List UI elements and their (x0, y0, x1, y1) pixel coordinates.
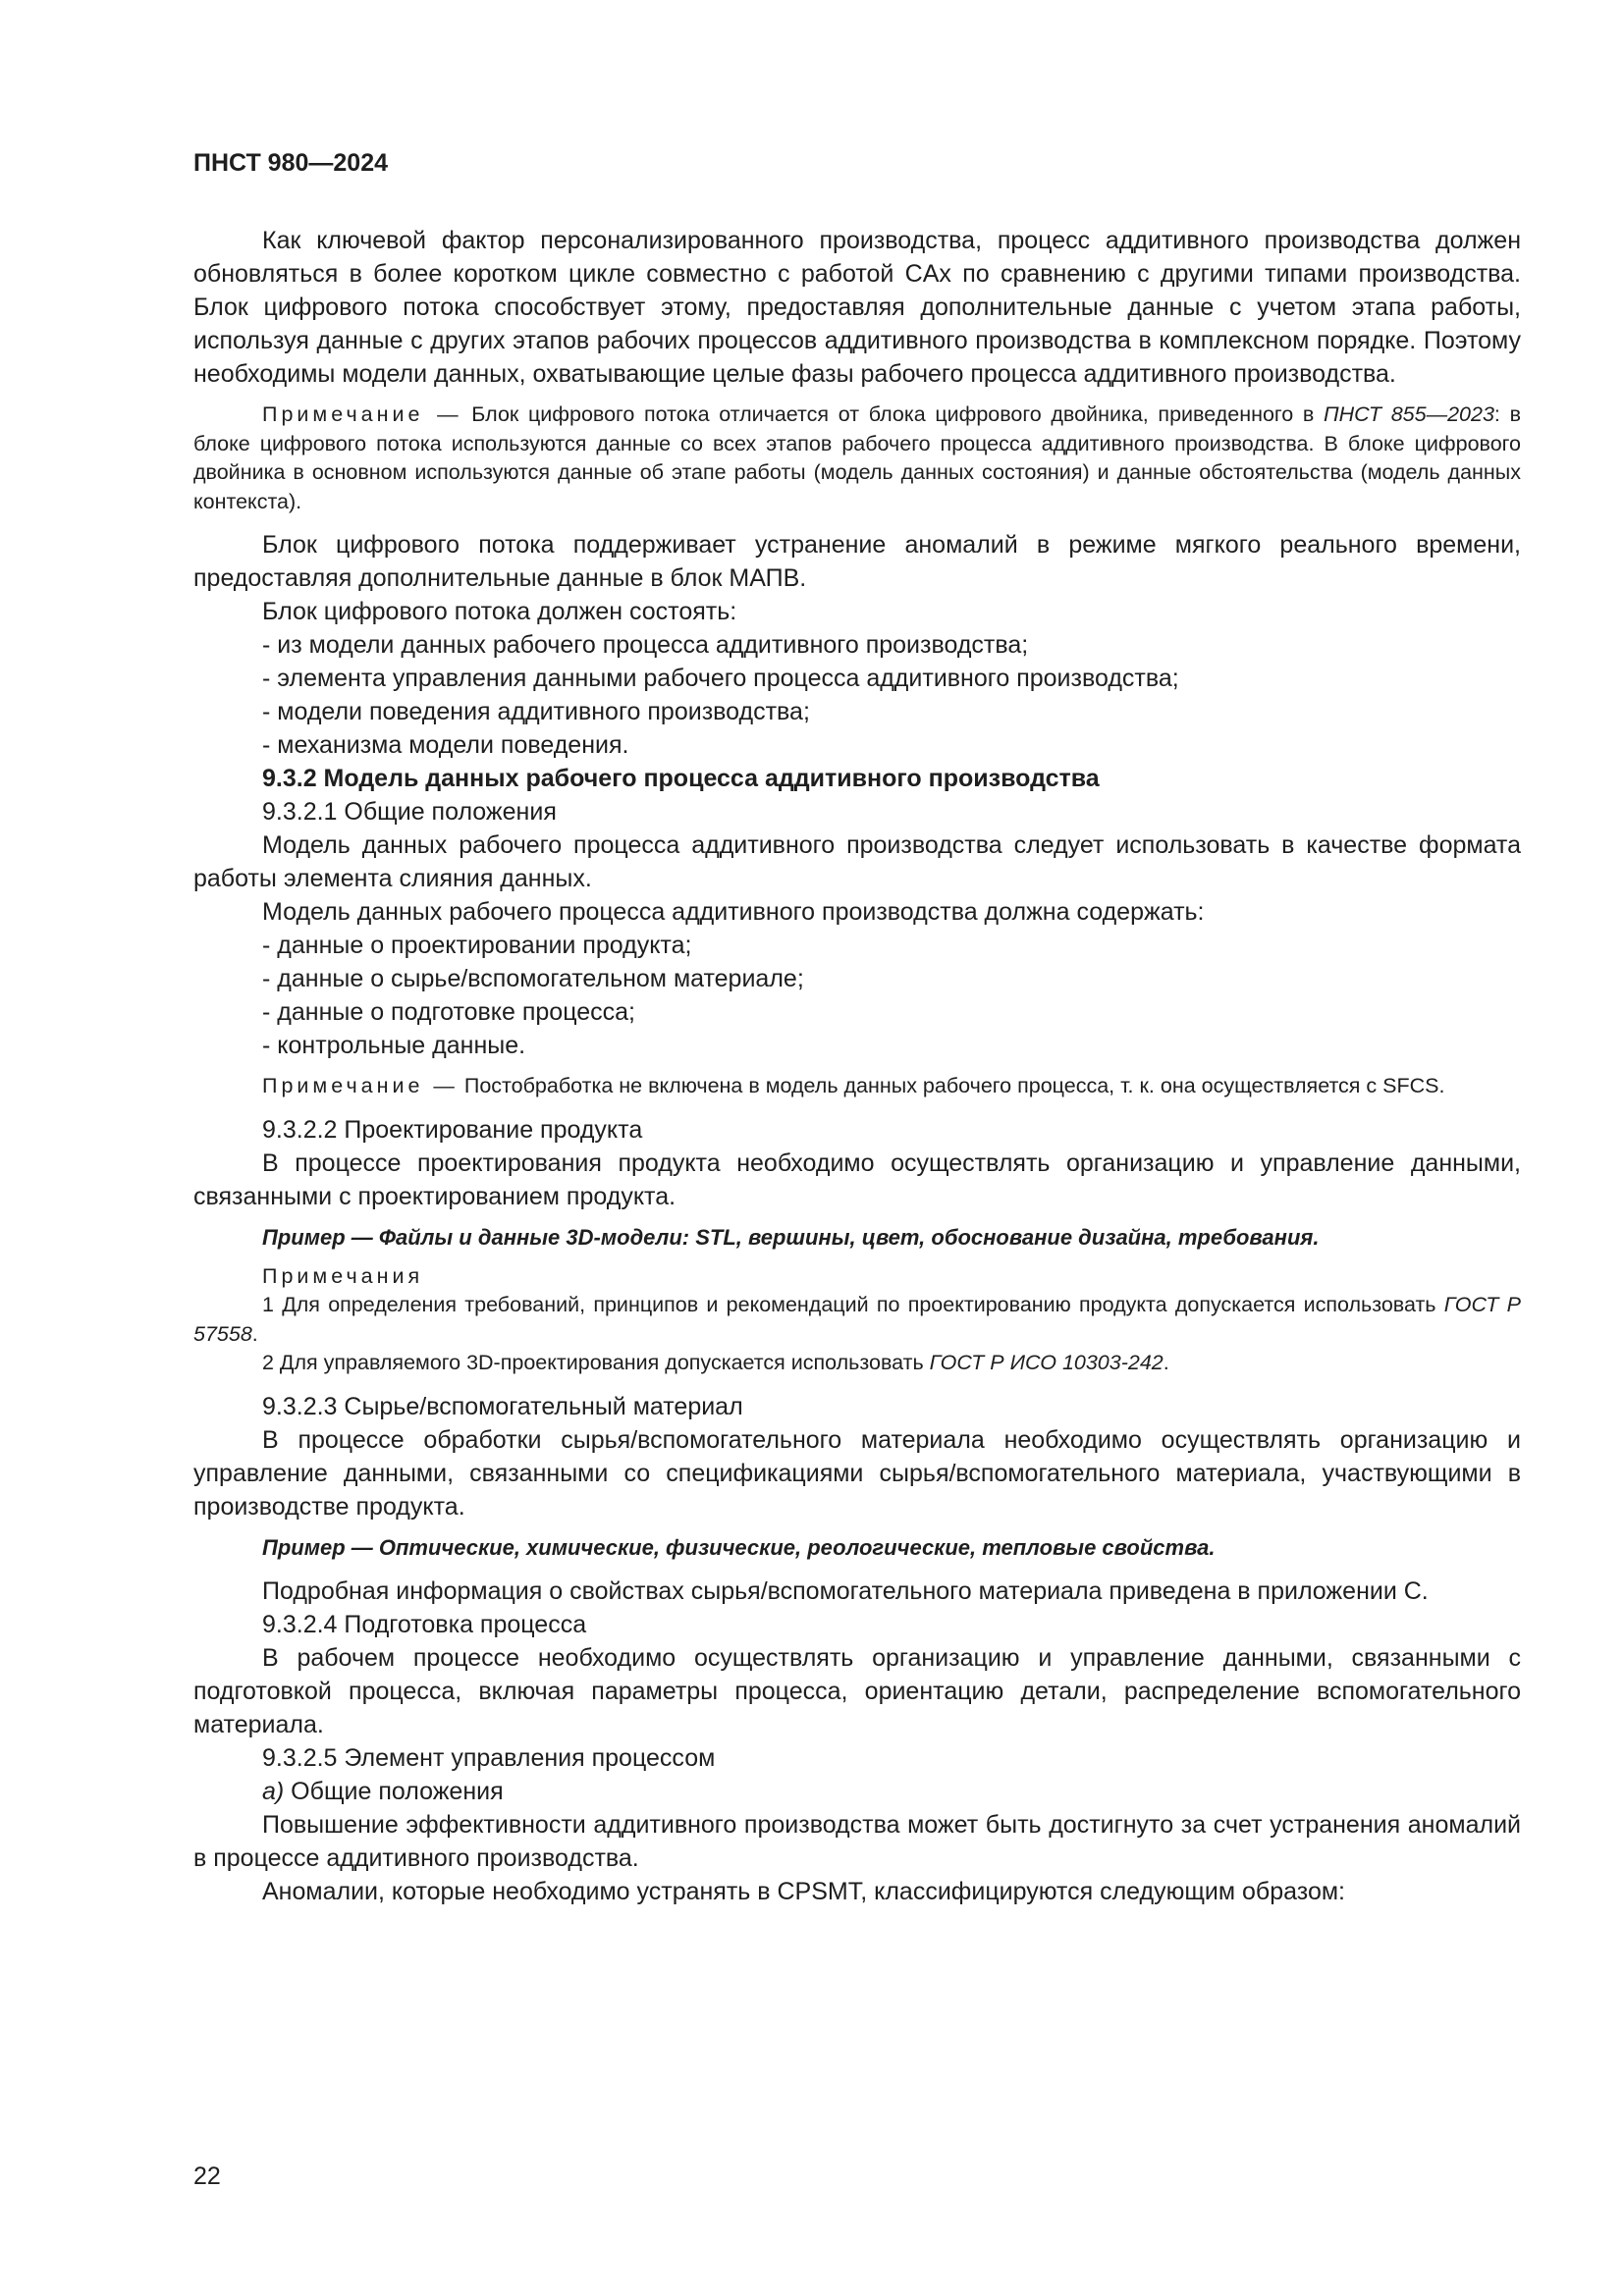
notes-label: Примечания (262, 1263, 424, 1288)
subsection-heading: 9.3.2.1 Общие положения (262, 798, 557, 826)
document-header: ПНСТ 980—2024 (193, 149, 388, 177)
list-item: - из модели данных рабочего процесса аддитивного производства; (262, 631, 1029, 659)
list-item: - элемента управления данными рабочего процесса аддитивного производства; (262, 665, 1179, 692)
standard-reference: ГОСТ Р 57558 (193, 1293, 1521, 1346)
note-text: 2 Для управляемого 3D-проектирования допускается использовать (262, 1351, 930, 1374)
example: Пример — Оптические, химические, физические, реологические, тепловые свойства. (262, 1534, 1216, 1560)
note-text: : в блоке цифрового потока используются данные со всех этапов рабочего процесса аддитивного производства. В блоке цифрового двойника в основном используются данные об этапе работы (модель данных состояния) и данные обстоятельства (модель данных контекста). (193, 402, 1521, 513)
list-item: - данные о проектировании продукта; (262, 932, 692, 959)
list-item-a (193, 1775, 1521, 1808)
note-text: Блок цифрового потока отличается от блока цифрового двойника, приведенного в (461, 402, 1324, 426)
subsection-heading: 9.3.2.4 Подготовка процесса (262, 1610, 587, 1638)
item-letter: а) (262, 1777, 285, 1805)
document-body (193, 224, 1521, 1908)
note-label: Примечание — (262, 1074, 459, 1097)
paragraph: В рабочем процессе необходимо осуществлять организацию и управление данными, связанными с подготовкой процесса, включая параметры процесса, ориентацию детали, распределение вспомогательного материала. (193, 1643, 1521, 1738)
list-item: - модели поведения аддитивного производства; (262, 698, 810, 725)
section-heading: 9.3.2 Модель данных рабочего процесса аддитивного производства (262, 765, 1100, 792)
paragraph: Повышение эффективности аддитивного производства может быть достигнуто за счет устранения аномалий в процессе аддитивного производства. (193, 1810, 1521, 1872)
note-text: 1 Для определения требований, принципов и рекомендаций по проектированию продукта допускается использовать (262, 1293, 1444, 1316)
note-item (193, 1349, 1521, 1378)
subsection-heading: 9.3.2.2 Проектирование продукта (262, 1115, 643, 1144)
standard-reference: ПНСТ 855—2023 (1324, 402, 1494, 426)
example: Пример — Файлы и данные 3D-модели: STL, вершины, цвет, обоснование дизайна, требования. (262, 1224, 1320, 1250)
note (193, 1072, 1521, 1101)
paragraph: Как ключевой фактор персонализированного производства, процесс аддитивного производства должен обновляться в более коротком цикле совместно с работой CAx по сравнению с другими типами производства. Блок цифрового потока способствует этому, предоставляя дополнительные данные с учетом этапа работы, используя данные с других этапов рабочих процессов аддитивного производства в комплексном порядке. Поэтому необходимы модели данных, охватывающие целые фазы рабочего процесса аддитивного производства. (193, 227, 1521, 388)
note (193, 400, 1521, 516)
subsection-heading: 9.3.2.5 Элемент управления процессом (262, 1743, 716, 1772)
paragraph: Модель данных рабочего процесса аддитивного производства следует использовать в качестве формата работы элемента слияния данных. (193, 831, 1521, 892)
standard-reference: ГОСТ Р ИСО 10303-242 (929, 1351, 1164, 1374)
paragraph: Аномалии, которые необходимо устранять в CPSMT, классифицируются следующим образом: (262, 1877, 1345, 1905)
list-item: - данные о подготовке процесса; (262, 998, 636, 1026)
paragraph: Блок цифрового потока поддерживает устранение аномалий в режиме мягкого реального времени, предоставляя дополнительные данные в блок МАПВ. (193, 531, 1521, 592)
list-item: - данные о сырье/вспомогательном материале; (262, 965, 804, 992)
page-number: 22 (193, 2163, 221, 2190)
item-text: Общие положения (284, 1777, 504, 1805)
note-text: . (1163, 1351, 1169, 1374)
subsection-heading: 9.3.2.3 Сырье/вспомогательный материал (262, 1392, 743, 1420)
paragraph: В процессе проектирования продукта необходимо осуществлять организацию и управление данными, связанными с проектированием продукта. (193, 1148, 1521, 1210)
note-label: Примечание — (262, 402, 462, 426)
paragraph: Блок цифрового потока должен состоять: (262, 598, 737, 625)
note-text: . (251, 1321, 258, 1346)
note-text: Постобработка не включена в модель данных рабочего процесса, т. к. она осуществляется с SFCS. (458, 1074, 1445, 1097)
paragraph: Модель данных рабочего процесса аддитивного производства должна содержать: (262, 898, 1205, 926)
list-item: - механизма модели поведения. (262, 731, 629, 759)
paragraph: В процессе обработки сырья/вспомогательного материала необходимо осуществлять организацию и управление данными, связанными со спецификациями сырья/вспомогательного материала, участвующими в производстве продукта. (193, 1425, 1521, 1521)
list-item: - контрольные данные. (262, 1032, 526, 1059)
note-item (193, 1291, 1521, 1349)
paragraph: Подробная информация о свойствах сырья/вспомогательного материала приведена в приложении С. (262, 1576, 1429, 1605)
